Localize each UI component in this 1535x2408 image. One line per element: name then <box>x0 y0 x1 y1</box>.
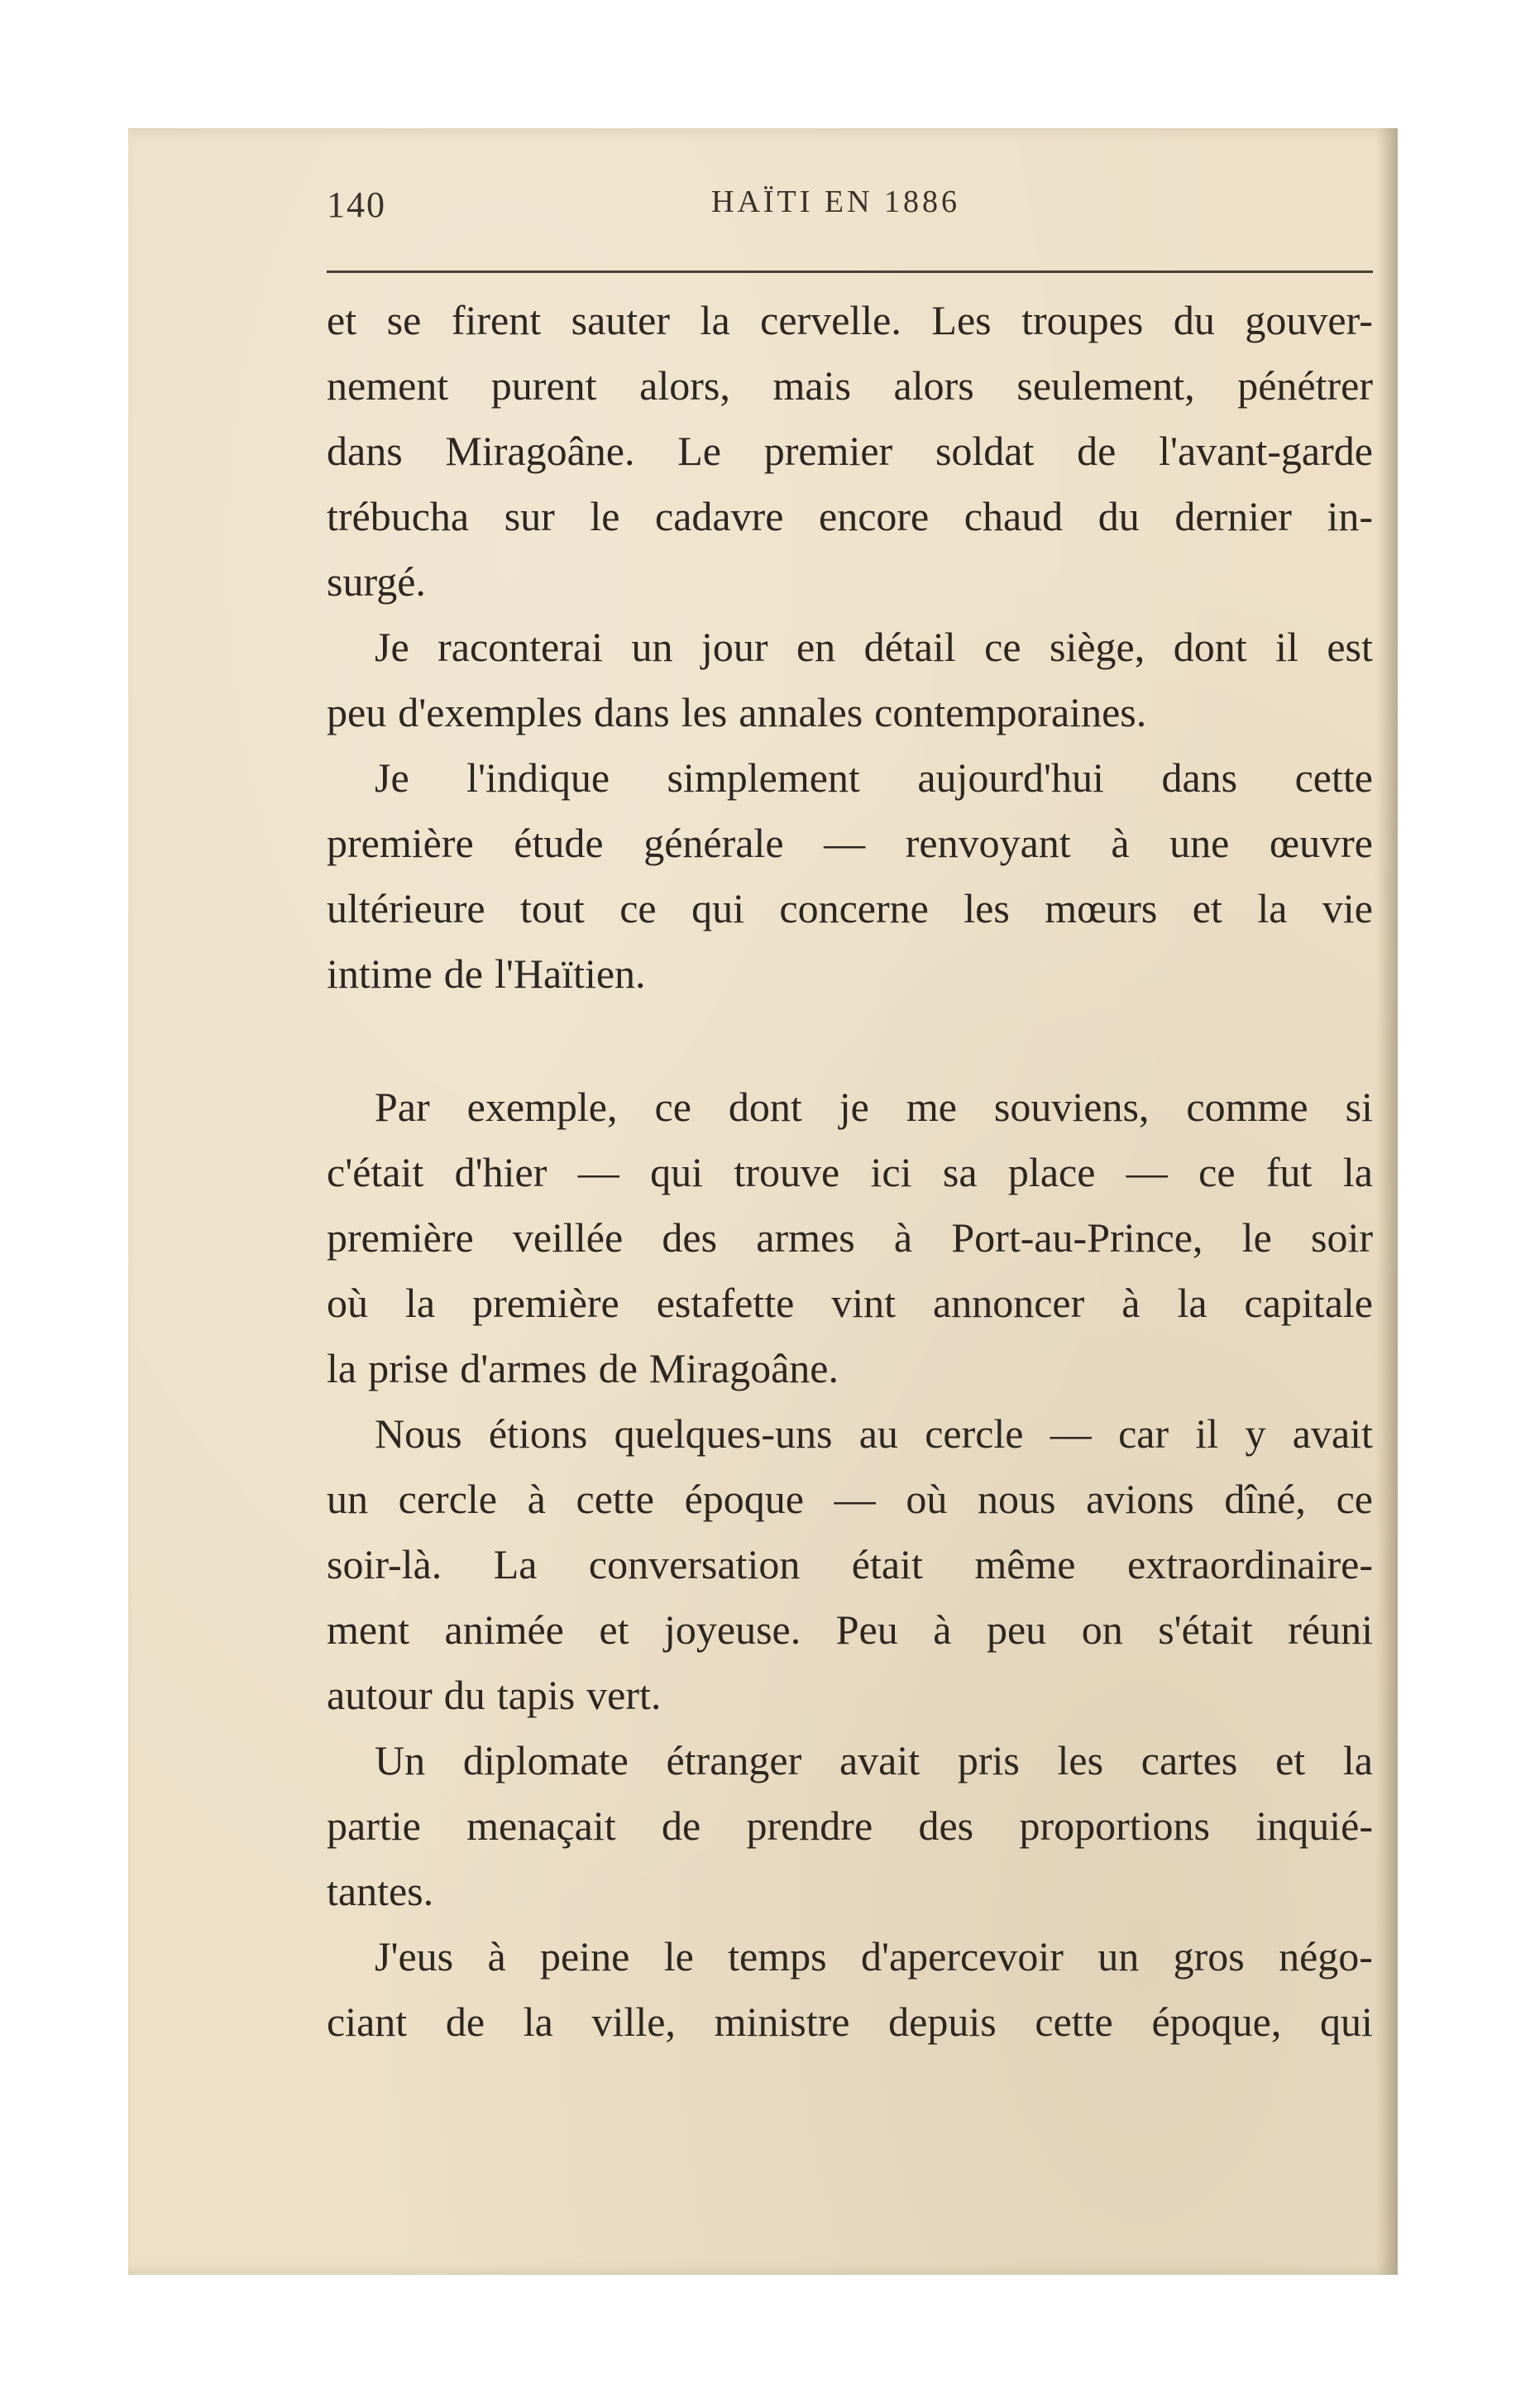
word: ministre <box>714 1999 850 2045</box>
word: un <box>631 624 673 670</box>
word: cadavre <box>655 493 784 539</box>
word: dîné, <box>1224 1476 1306 1522</box>
word: est <box>1327 624 1373 670</box>
word: il <box>1275 624 1298 670</box>
word: était <box>851 1541 923 1587</box>
text-line <box>327 1532 1373 1597</box>
word: capitale <box>1244 1280 1373 1326</box>
word: du <box>1173 297 1215 343</box>
word: peu <box>327 689 387 735</box>
word: — <box>1050 1410 1092 1457</box>
word: étranger <box>666 1737 802 1783</box>
word: avions <box>1086 1476 1194 1522</box>
word: du <box>1097 493 1140 539</box>
word: annales <box>739 689 863 735</box>
word: dont <box>1173 624 1247 670</box>
word: et <box>327 297 357 343</box>
word: le <box>1241 1214 1272 1261</box>
page-number: 140 <box>327 184 386 225</box>
word: temps <box>728 1933 827 1980</box>
word: ici <box>870 1149 912 1195</box>
word: sauter <box>571 297 671 343</box>
word: Peu <box>835 1606 898 1653</box>
word: à <box>487 1933 506 1980</box>
word: d'hier <box>454 1149 548 1195</box>
word: la <box>404 1280 436 1326</box>
word: qui <box>650 1149 704 1195</box>
word: annoncer <box>933 1280 1085 1326</box>
word: ce <box>1198 1149 1236 1195</box>
word: — <box>1126 1149 1168 1195</box>
word: même <box>974 1541 1076 1587</box>
word: dont <box>728 1084 802 1130</box>
word: l'avant-garde <box>1159 428 1373 474</box>
text-line <box>327 484 1373 549</box>
word: cette <box>576 1476 654 1522</box>
word: la <box>327 1345 357 1391</box>
word: le <box>590 493 620 539</box>
text-line <box>327 811 1373 876</box>
word: cervelle. <box>760 297 901 343</box>
word: — <box>834 1476 876 1522</box>
word: qui <box>691 885 744 931</box>
word: les <box>681 689 728 735</box>
word: en <box>796 624 836 670</box>
word: dans <box>327 428 403 474</box>
running-header <box>327 184 1373 242</box>
word: Les <box>931 297 992 343</box>
word: soir <box>1311 1214 1373 1261</box>
word: firent <box>451 297 542 343</box>
word: la <box>1257 885 1288 931</box>
text-line <box>327 1271 1373 1336</box>
word: nement <box>327 362 449 409</box>
text-line <box>327 1336 1373 1401</box>
word: comme <box>1186 1084 1308 1130</box>
word: première <box>327 1214 474 1261</box>
word: vint <box>831 1280 897 1326</box>
word: on <box>1081 1606 1123 1653</box>
word: je <box>839 1084 869 1130</box>
word: diplomate <box>462 1737 629 1783</box>
word: peine <box>540 1933 630 1980</box>
word: réuni <box>1288 1606 1373 1653</box>
word: la <box>1342 1149 1373 1195</box>
word: me <box>906 1084 957 1130</box>
word: ce <box>654 1084 691 1130</box>
word: proportions <box>1019 1802 1211 1849</box>
section-break <box>327 1007 1373 1075</box>
word: siège, <box>1050 624 1145 670</box>
word: des <box>918 1802 974 1849</box>
text-line <box>327 680 1373 745</box>
word: raconterai <box>438 624 603 670</box>
word: troupes <box>1021 297 1144 343</box>
header-rule <box>327 270 1373 273</box>
paragraph <box>327 1401 1373 1728</box>
word: gouver- <box>1245 297 1373 343</box>
word: car <box>1118 1410 1169 1457</box>
word: quelques-uns <box>614 1410 833 1457</box>
word: Miragoâne. <box>445 428 635 474</box>
word: des <box>662 1214 718 1261</box>
word: animée <box>444 1606 564 1653</box>
word: extraordinaire- <box>1126 1541 1373 1587</box>
body-text <box>327 288 1373 2055</box>
word: une <box>1169 820 1230 866</box>
word: la <box>1177 1280 1207 1326</box>
word: place <box>1007 1149 1096 1195</box>
word: d'exemples <box>398 689 583 735</box>
word: cercle <box>925 1410 1024 1457</box>
text-line <box>327 1663 1373 1728</box>
word: souviens, <box>993 1084 1150 1130</box>
word: nous <box>977 1476 1056 1522</box>
word: concerne <box>779 885 929 931</box>
word: du <box>443 1672 485 1718</box>
text-line <box>327 1728 1373 1793</box>
paragraph <box>327 288 1373 615</box>
word: ville, <box>591 1999 676 2045</box>
word: les <box>964 885 1010 931</box>
word: aujourd'hui <box>917 754 1104 801</box>
word: dernier <box>1174 493 1292 539</box>
word: Port-au-Prince, <box>951 1214 1203 1261</box>
word: ciant <box>327 1999 408 2045</box>
word: Un <box>375 1737 426 1783</box>
word: œuvre <box>1269 820 1373 866</box>
word: mœurs <box>1045 885 1158 931</box>
word: d'apercevoir <box>860 1933 1064 1980</box>
word: de <box>445 1999 485 2045</box>
word: étions <box>488 1410 588 1457</box>
text-line <box>327 1793 1373 1859</box>
word: sa <box>942 1149 978 1195</box>
word: cartes <box>1140 1737 1238 1783</box>
word: et <box>1192 885 1222 931</box>
word: Miragoâne. <box>648 1345 839 1391</box>
word: trébucha <box>327 493 470 539</box>
word: ultérieure <box>327 885 485 931</box>
word: — <box>577 1149 619 1195</box>
word: où <box>906 1476 948 1522</box>
text-line <box>327 288 1373 353</box>
word: étude <box>514 820 604 866</box>
word: il <box>1195 1410 1219 1457</box>
word: générale <box>643 820 784 866</box>
word: exemple, <box>466 1084 618 1130</box>
word: menaçait <box>466 1802 616 1849</box>
word: conversation <box>588 1541 801 1587</box>
word: le <box>663 1933 694 1980</box>
word: à <box>893 1214 913 1261</box>
word: ce <box>1336 1476 1373 1522</box>
paragraph <box>327 1075 1373 1401</box>
word: trouve <box>734 1149 840 1195</box>
text-line <box>327 941 1373 1007</box>
word: Nous <box>375 1410 462 1457</box>
text-line <box>327 615 1373 680</box>
word: pris <box>957 1737 1020 1783</box>
word: La <box>493 1541 538 1587</box>
word: et <box>1275 1737 1306 1783</box>
word: tapis <box>496 1672 576 1718</box>
text-line <box>327 876 1373 941</box>
word: alors, <box>639 362 730 409</box>
word: à <box>933 1606 952 1653</box>
text-line <box>327 549 1373 615</box>
word: y <box>1245 1410 1266 1457</box>
word: se <box>386 297 422 343</box>
word: simplement <box>667 754 860 801</box>
word: tout <box>520 885 585 931</box>
text-line <box>327 1597 1373 1663</box>
word: sur <box>504 493 555 539</box>
word: de <box>1077 428 1117 474</box>
word: peu <box>986 1606 1047 1653</box>
paragraph <box>327 1924 1373 2055</box>
word: d'armes <box>460 1345 587 1391</box>
word: l'indique <box>466 754 610 801</box>
word: pénétrer <box>1237 362 1373 409</box>
word: prendre <box>746 1802 873 1849</box>
word: dans <box>594 689 670 735</box>
word: cette <box>1035 1999 1113 2045</box>
word: alors <box>893 362 974 409</box>
word: un <box>1097 1933 1140 1980</box>
word: fut <box>1265 1149 1313 1195</box>
word: autour <box>327 1672 433 1718</box>
word: gros <box>1173 1933 1245 1980</box>
text-line <box>327 353 1373 419</box>
word: joyeuse. <box>664 1606 801 1653</box>
word: Je <box>375 624 409 670</box>
word: au <box>858 1410 898 1457</box>
text-line <box>327 1401 1373 1467</box>
text-line <box>327 1924 1373 1989</box>
paragraph <box>327 615 1373 745</box>
word: qui <box>1320 1999 1373 2045</box>
word: ce <box>984 624 1021 670</box>
word: Par <box>375 1084 430 1130</box>
word: encore <box>819 493 930 539</box>
word: époque <box>684 1476 804 1522</box>
word: négo- <box>1279 1933 1373 1980</box>
word: intime <box>327 950 433 997</box>
word: veillée <box>512 1214 624 1261</box>
word: l'Haïtien. <box>494 950 646 997</box>
word: soldat <box>935 428 1035 474</box>
word: à <box>1121 1280 1140 1326</box>
word: première <box>327 820 474 866</box>
word: partie <box>327 1802 421 1849</box>
word: seulement, <box>1016 362 1195 409</box>
word: cercle <box>398 1476 497 1522</box>
word: ment <box>327 1606 409 1653</box>
word: renvoyant <box>905 820 1071 866</box>
paragraph <box>327 1728 1373 1924</box>
text-line <box>327 1989 1373 2055</box>
word: époque, <box>1151 1999 1282 2045</box>
word: — <box>824 820 866 866</box>
word: la <box>1342 1737 1373 1783</box>
word: in- <box>1327 493 1373 539</box>
word: vert. <box>586 1672 662 1718</box>
word: cette <box>1294 754 1373 801</box>
word: à <box>1111 820 1130 866</box>
word: contemporaines. <box>874 689 1147 735</box>
word: si <box>1345 1084 1373 1130</box>
word: ce <box>619 885 657 931</box>
page-edge-shadow <box>1376 128 1398 2275</box>
text-line <box>327 1467 1373 1532</box>
word: à <box>527 1476 546 1522</box>
word: c'était <box>327 1149 424 1195</box>
word: mais <box>772 362 851 409</box>
word: un <box>327 1476 368 1522</box>
word: Je <box>375 754 409 801</box>
word: soir-là. <box>327 1541 442 1587</box>
word: premier <box>763 428 893 474</box>
word: purent <box>490 362 597 409</box>
word: de <box>443 950 483 997</box>
word: la <box>700 297 730 343</box>
word: dans <box>1161 754 1238 801</box>
word: depuis <box>888 1999 997 2045</box>
word: où <box>327 1280 368 1326</box>
word: estafette <box>656 1280 795 1326</box>
word: de <box>661 1802 701 1849</box>
word: avait <box>839 1737 921 1783</box>
paragraph <box>327 745 1373 1007</box>
word: les <box>1057 1737 1104 1783</box>
word: armes <box>756 1214 855 1261</box>
word: inquié- <box>1255 1802 1373 1849</box>
word: s'était <box>1158 1606 1253 1653</box>
word: détail <box>863 624 956 670</box>
word: de <box>598 1345 638 1391</box>
text-line <box>327 419 1373 484</box>
word: jour <box>701 624 768 670</box>
word: vie <box>1322 885 1373 931</box>
word: J'eus <box>375 1933 454 1980</box>
word: et <box>599 1606 629 1653</box>
word: la <box>523 1999 553 2045</box>
running-title: HAÏTI EN 1886 <box>711 184 961 219</box>
text-line <box>327 745 1373 811</box>
word: première <box>472 1280 619 1326</box>
word: prise <box>368 1345 449 1391</box>
text-line <box>327 1075 1373 1140</box>
text-line <box>327 1140 1373 1205</box>
word: surgé. <box>327 558 426 605</box>
word: avait <box>1292 1410 1373 1457</box>
text-line <box>327 1205 1373 1271</box>
word: chaud <box>964 493 1064 539</box>
text-line <box>327 1859 1373 1924</box>
word: tantes. <box>327 1868 434 1914</box>
word: Le <box>677 428 721 474</box>
